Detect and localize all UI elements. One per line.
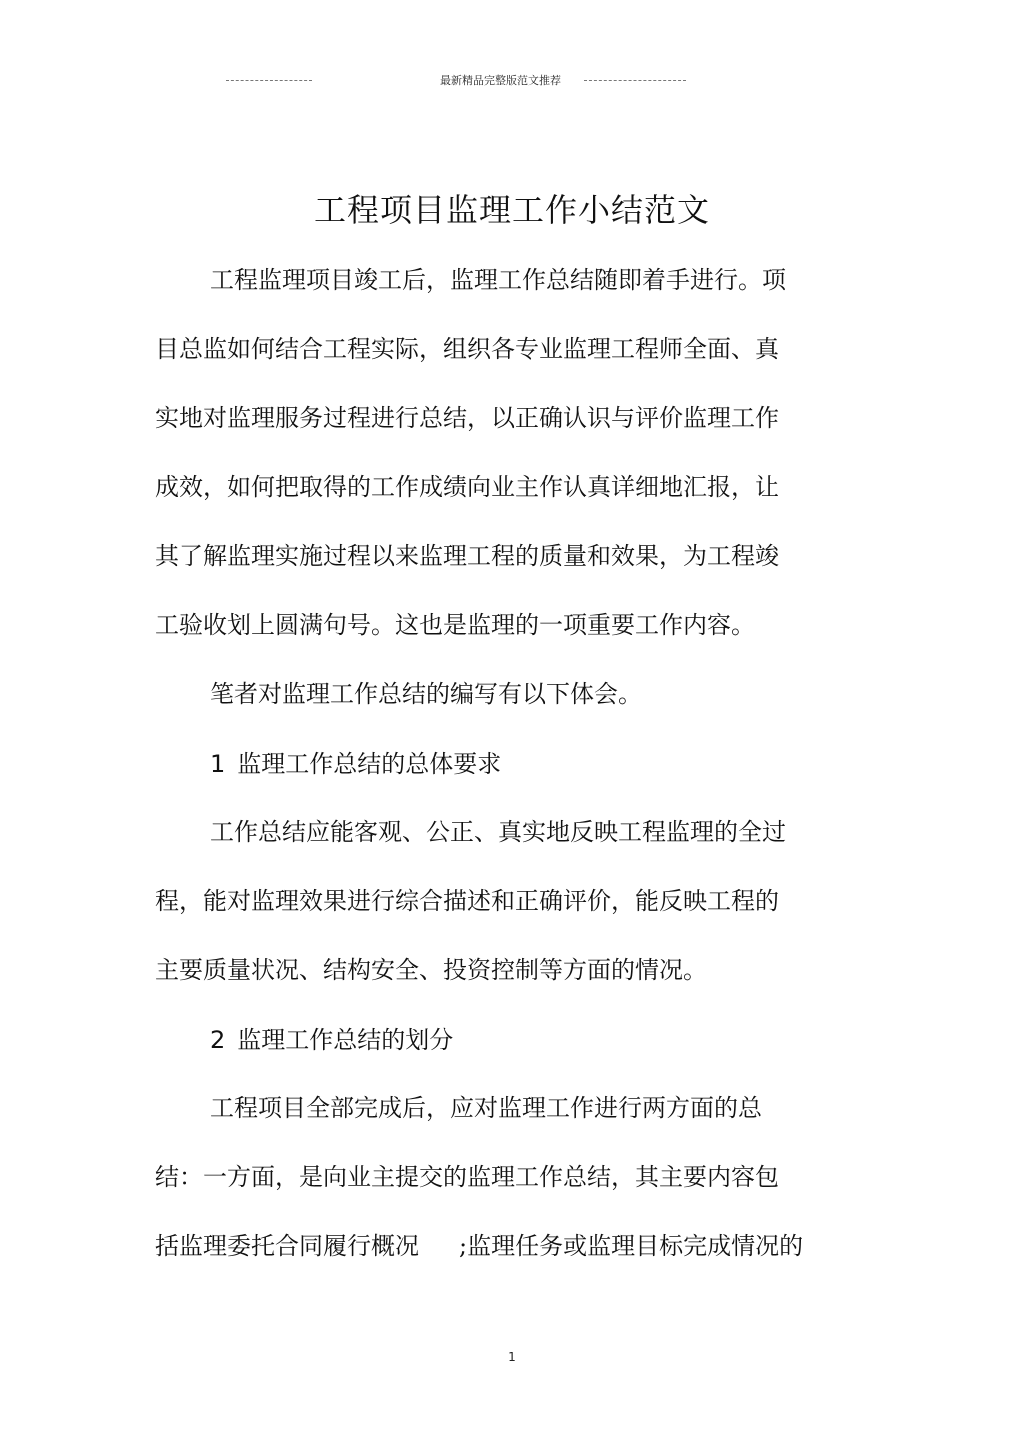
paragraph-line xyxy=(155,1230,803,1262)
paragraph-line: 工验收划上圆满句号。这也是监理的一项重要工作内容。 xyxy=(155,611,755,639)
document-title: 工程项目监理工作小结范文 xyxy=(313,191,710,229)
page-number: 1 xyxy=(508,1350,516,1364)
header-right-rule xyxy=(584,80,686,81)
section-title: 监理工作总结的划分 xyxy=(237,1026,454,1054)
paragraph-line: 工程项目全部完成后，应对监理工作进行两方面的总 xyxy=(210,1094,762,1122)
header-text: 最新精品完整版范文推荐 xyxy=(440,74,561,87)
paragraph-line: 目总监如何结合工程实际，组织各专业监理工程师全面、真 xyxy=(155,335,779,363)
paragraph-line: 主要质量状况、结构安全、投资控制等方面的情况。 xyxy=(155,956,707,984)
paragraph-line: 程，能对监理效果进行综合描述和正确评价，能反映工程的 xyxy=(155,887,779,915)
line-segment: 括监理委托合同履行概况 xyxy=(155,1232,419,1260)
paragraph-line: 实地对监理服务过程进行总结，以正确认识与评价监理工作 xyxy=(155,404,779,432)
paragraph-line: 工作总结应能客观、公正、真实地反映工程监理的全过 xyxy=(210,818,786,846)
paragraph-line: 工程监理项目竣工后，监理工作总结随即着手进行。项 xyxy=(210,266,786,294)
header-left-rule xyxy=(226,80,312,81)
section-number: 2 xyxy=(210,1026,226,1054)
paragraph-line: 其了解监理实施过程以来监理工程的质量和效果，为工程竣 xyxy=(155,542,779,570)
section-heading-2 xyxy=(210,1024,453,1056)
paragraph-line: 笔者对监理工作总结的编写有以下体会。 xyxy=(210,680,642,708)
paragraph-line: 成效，如何把取得的工作成绩向业主作认真详细地汇报，让 xyxy=(155,473,779,501)
paragraph-line: 结：一方面，是向业主提交的监理工作总结，其主要内容包 xyxy=(155,1163,779,1191)
section-number: 1 xyxy=(210,750,226,778)
line-segment: ;监理任务或监理目标完成情况的 xyxy=(459,1232,804,1260)
section-title: 监理工作总结的总体要求 xyxy=(237,750,502,778)
section-heading-1 xyxy=(210,748,501,780)
